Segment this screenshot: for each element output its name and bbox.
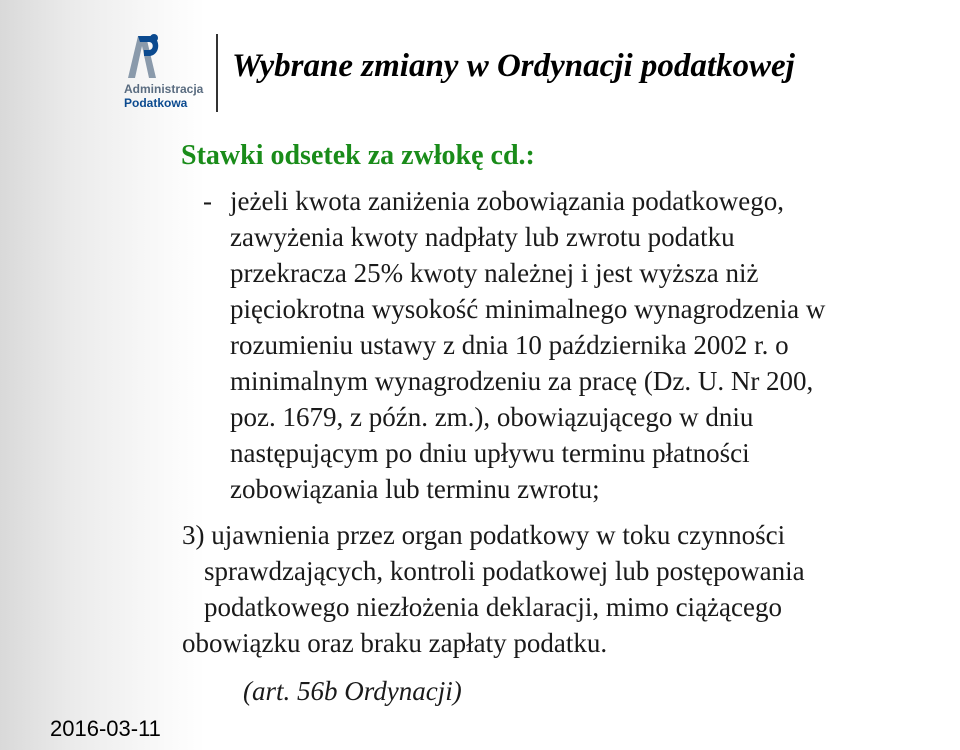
slide-title: Wybrane zmiany w Ordynacji podatkowej xyxy=(232,48,795,84)
point3-line: 3) ujawnienia przez organ podatkowy w toku czynności xyxy=(182,520,786,550)
slide-date: 2016-03-11 xyxy=(50,716,161,741)
logo-text-line1: Administracja xyxy=(124,82,204,96)
header-divider xyxy=(216,34,218,112)
legal-reference: (art. 56b Ordynacji) xyxy=(243,676,462,706)
bullet1-line: poz. 1679, z późn. zm.), obowiązującego w dniu xyxy=(230,402,754,432)
point3-line: obowiązku oraz braku zapłaty podatku. xyxy=(182,628,608,658)
bullet1-line: minimalnym wynagrodzeniu za pracę (Dz. U. Nr 200, xyxy=(230,366,814,396)
point3-line: sprawdzających, kontroli podatkowej lub postępowania xyxy=(204,556,805,586)
bullet1-line: rozumieniu ustawy z dnia 10 października 2002 r. o xyxy=(230,330,789,360)
bullet1-line: następującym po dniu upływu terminu płatności xyxy=(230,438,750,468)
administracja-podatkowa-logo xyxy=(120,32,220,112)
ap-logo-icon xyxy=(124,32,164,80)
bullet1-line: pięciokrotna wysokość minimalnego wynagrodzenia w xyxy=(230,294,826,324)
bullet1-line: jeżeli kwota zaniżenia zobowiązania podatkowego, xyxy=(230,186,785,216)
bullet-marker: - xyxy=(203,186,212,216)
section-subtitle: Stawki odsetek za zwłokę cd.: xyxy=(181,140,535,171)
logo-text-line2: Podatkowa xyxy=(124,96,188,110)
sidebar-gradient xyxy=(0,0,205,750)
bullet1-line: przekracza 25% kwoty należnej i jest wyższa niż xyxy=(230,258,759,288)
bullet1-line: zobowiązania lub terminu zwrotu; xyxy=(230,474,600,504)
point3-line: podatkowego niezłożenia deklaracji, mimo ciążącego xyxy=(204,592,782,622)
bullet1-line: zawyżenia kwoty nadpłaty lub zwrotu podatku xyxy=(230,222,735,252)
